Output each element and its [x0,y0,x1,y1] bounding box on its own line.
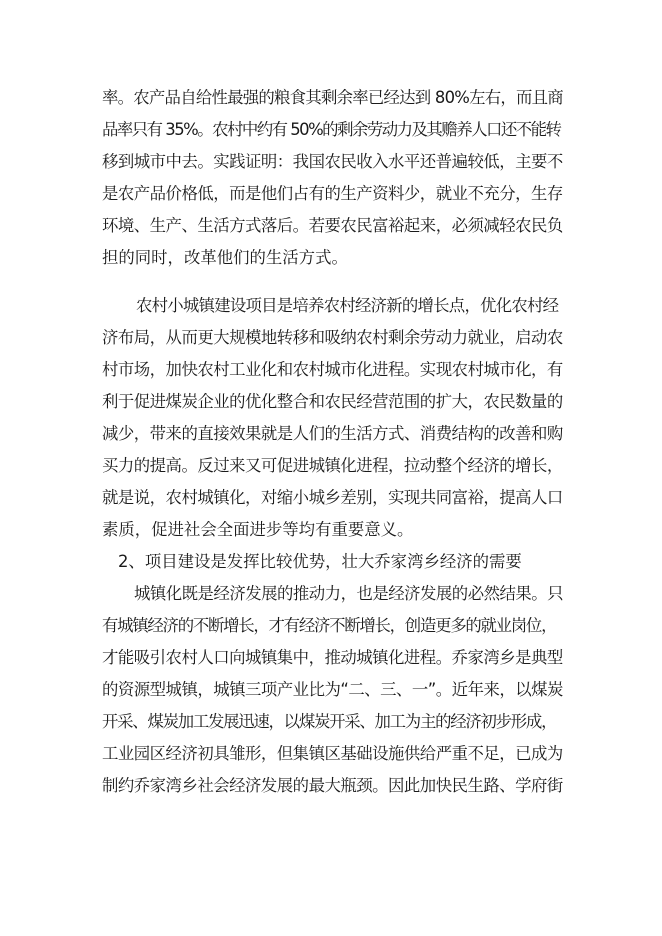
text-line: 利于促进煤炭企业的优化整合和农民经营范围的扩大，农民数量的 [102,392,563,411]
text-line: 品率只有 35%。农村中约有 50%的剩余劳动力及其赡养人口还不能转 [102,120,561,139]
text-line: 制约乔家湾乡社会经济发展的最大瓶颈。因此加快民生路、学府街 [102,776,563,795]
text-line: 济布局，从而更大规模地转移和吸纳农村剩余劳动力就业，启动农 [102,328,563,347]
text-line: 减少，带来的直接效果就是人们的生活方式、消费结构的改善和购 [102,424,563,443]
text-line: 有城镇经济的不断增长，才有经济不断增长，创造更多的就业岗位， [102,616,557,635]
text-line: 环境、生产、生活方式落后。若要农民富裕起来，必须减轻农民负 [102,216,563,235]
text-line: 的资源型城镇，城镇三项产业比为“二、三、一”。近年来，以煤炭 [102,680,563,699]
text-line: 率。农产品自给性最强的粮食其剩余率已经达到 80%左右，而且商 [102,88,563,107]
text-line: 才能吸引农村人口向城镇集中，推动城镇化进程。乔家湾乡是典型 [102,648,563,667]
paragraph-first-line: 农村小城镇建设项目是培养农村经济新的增长点，优化农村经 [136,296,559,315]
text-line: 就是说，农村城镇化，对缩小城乡差别，实现共同富裕，提高人口 [102,488,563,507]
text-line: 素质，促进社会全面进步等均有重要意义。 [102,520,414,539]
text-line: 村市场，加快农村工业化和农村城市化进程。实现农村城市化，有 [102,360,563,379]
text-line: 是农产品价格低，而是他们占有的生产资料少，就业不充分，生存 [102,184,563,203]
text-line: 工业园区经济初具雏形，但集镇区基础设施供给严重不足，已成为 [102,744,563,763]
text-line: 买力的提高。反过来又可促进城镇化进程，拉动整个经济的增长， [102,456,563,475]
text-line: 开采、煤炭加工发展迅速，以煤炭开采、加工为主的经济初步形成， [102,712,557,731]
section-heading: 2、项目建设是发挥比较优势，壮大乔家湾乡经济的需要 [118,552,522,571]
paragraph-first-line: 城镇化既是经济发展的推动力，也是经济发展的必然结果。只 [134,584,564,603]
text-line: 担的同时，改革他们的生活方式。 [102,248,348,267]
text-line: 移到城市中去。实践证明：我国农民收入水平还普遍较低，主要不 [102,152,563,171]
